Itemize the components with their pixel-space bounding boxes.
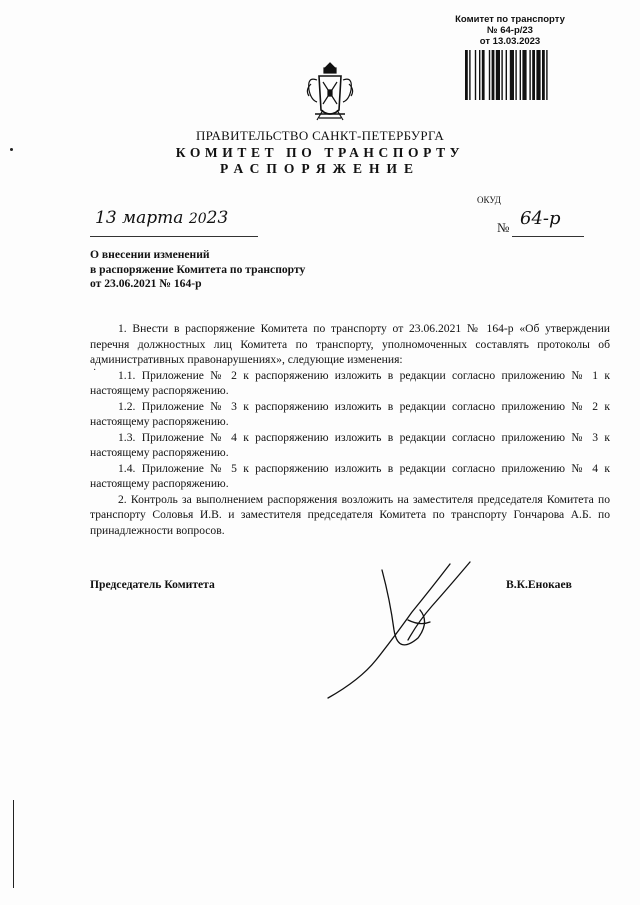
stamp-number: № 64-р/23: [487, 25, 533, 36]
barcode-bar: [469, 50, 470, 100]
paragraph-1-2: 1.2. Приложение № 3 к распоряжению изложить в редакции согласно приложению № 2 к настоящему распоряжению.: [90, 399, 610, 428]
paragraph-2: 2. Контроль за выполнением распоряжения возложить на заместителя председателя Комитета по транспорту Соловья И.В. и заместителя председателя Комитета по транспорту Гончарова А.Б. по принадлежности вопросов.: [90, 492, 610, 537]
handwritten-signature: [320, 560, 480, 705]
signer-name: В.К.Енокаев: [506, 578, 572, 591]
paragraph-1-1: 1.1. Приложение № 2 к распоряжению изложить в редакции согласно приложению № 1 к настоящему распоряжению.: [90, 368, 610, 397]
document-type: РАСПОРЯЖЕНИЕ: [219, 161, 421, 176]
barcode-bar: [522, 50, 526, 100]
margin-mark: ·: [93, 365, 97, 376]
stamp-org: Комитет по транспорту: [455, 14, 565, 25]
document-body: [90, 321, 610, 538]
barcode-bar: [479, 50, 480, 100]
number-label: №: [497, 220, 510, 235]
handwritten-date: [95, 208, 228, 228]
title-line-2: в распоряжение Комитета по транспорту: [90, 262, 306, 276]
handwritten-number: 64-р: [520, 208, 561, 229]
paragraph-1: 1. Внести в распоряжение Комитета по транспорту от 23.06.2021 № 164-р «Об утверждении перечня должностных лиц Комитета по транспорту, уполномоченных составлять протоколы об административных правонарушениях», следующие изменения:: [90, 322, 610, 366]
barcode-bar: [515, 50, 516, 100]
barcode-bar: [475, 50, 476, 100]
coat-of-arms-emblem: [303, 62, 357, 124]
date-year-prefix: 20: [188, 211, 207, 227]
barcode-bar: [546, 50, 547, 100]
barcode-bar: [542, 50, 545, 100]
barcode-bar: [482, 50, 485, 100]
barcode-bar: [465, 50, 468, 100]
barcode-bar: [496, 50, 500, 100]
barcode-bar: [510, 50, 514, 100]
barcode-bar: [489, 50, 490, 100]
date-day-month: 13 марта: [95, 208, 184, 228]
title-line-3: от 23.06.2021 № 164-р: [90, 277, 202, 290]
barcode-bar: [492, 50, 495, 100]
barcode-bar: [529, 50, 530, 100]
date-year-suffix: 23: [206, 208, 229, 228]
committee-name: КОМИТЕТ ПО ТРАНСПОРТУ: [175, 145, 465, 160]
signer-position: Председатель Комитета: [90, 578, 215, 591]
barcode-bar: [532, 50, 535, 100]
registration-stamp: [440, 14, 580, 47]
title-line-1: О внесении изменений: [90, 248, 210, 261]
scan-artifact-line: [13, 800, 14, 888]
barcode-bar: [520, 50, 521, 100]
paragraph-1-4: 1.4. Приложение № 5 к распоряжению изложить в редакции согласно приложению № 4 к настоящему распоряжению.: [90, 461, 610, 490]
barcode-bar: [506, 50, 507, 100]
stamp-date: от 13.03.2023: [479, 36, 541, 47]
scan-artifact-dot: [10, 148, 13, 151]
government-name: ПРАВИТЕЛЬСТВО САНКТ-ПЕТЕРБУРГА: [195, 128, 445, 143]
barcode: [465, 50, 581, 100]
paragraph-1-3: 1.3. Приложение № 4 к распоряжению изложить в редакции согласно приложению № 3 к настоящему распоряжению.: [90, 430, 610, 459]
document-title: [90, 248, 390, 292]
number-underline: [512, 236, 584, 237]
date-underline: [90, 236, 258, 237]
barcode-bar: [501, 50, 502, 100]
okud-label: ОКУД: [477, 195, 501, 205]
barcode-bar: [536, 50, 540, 100]
